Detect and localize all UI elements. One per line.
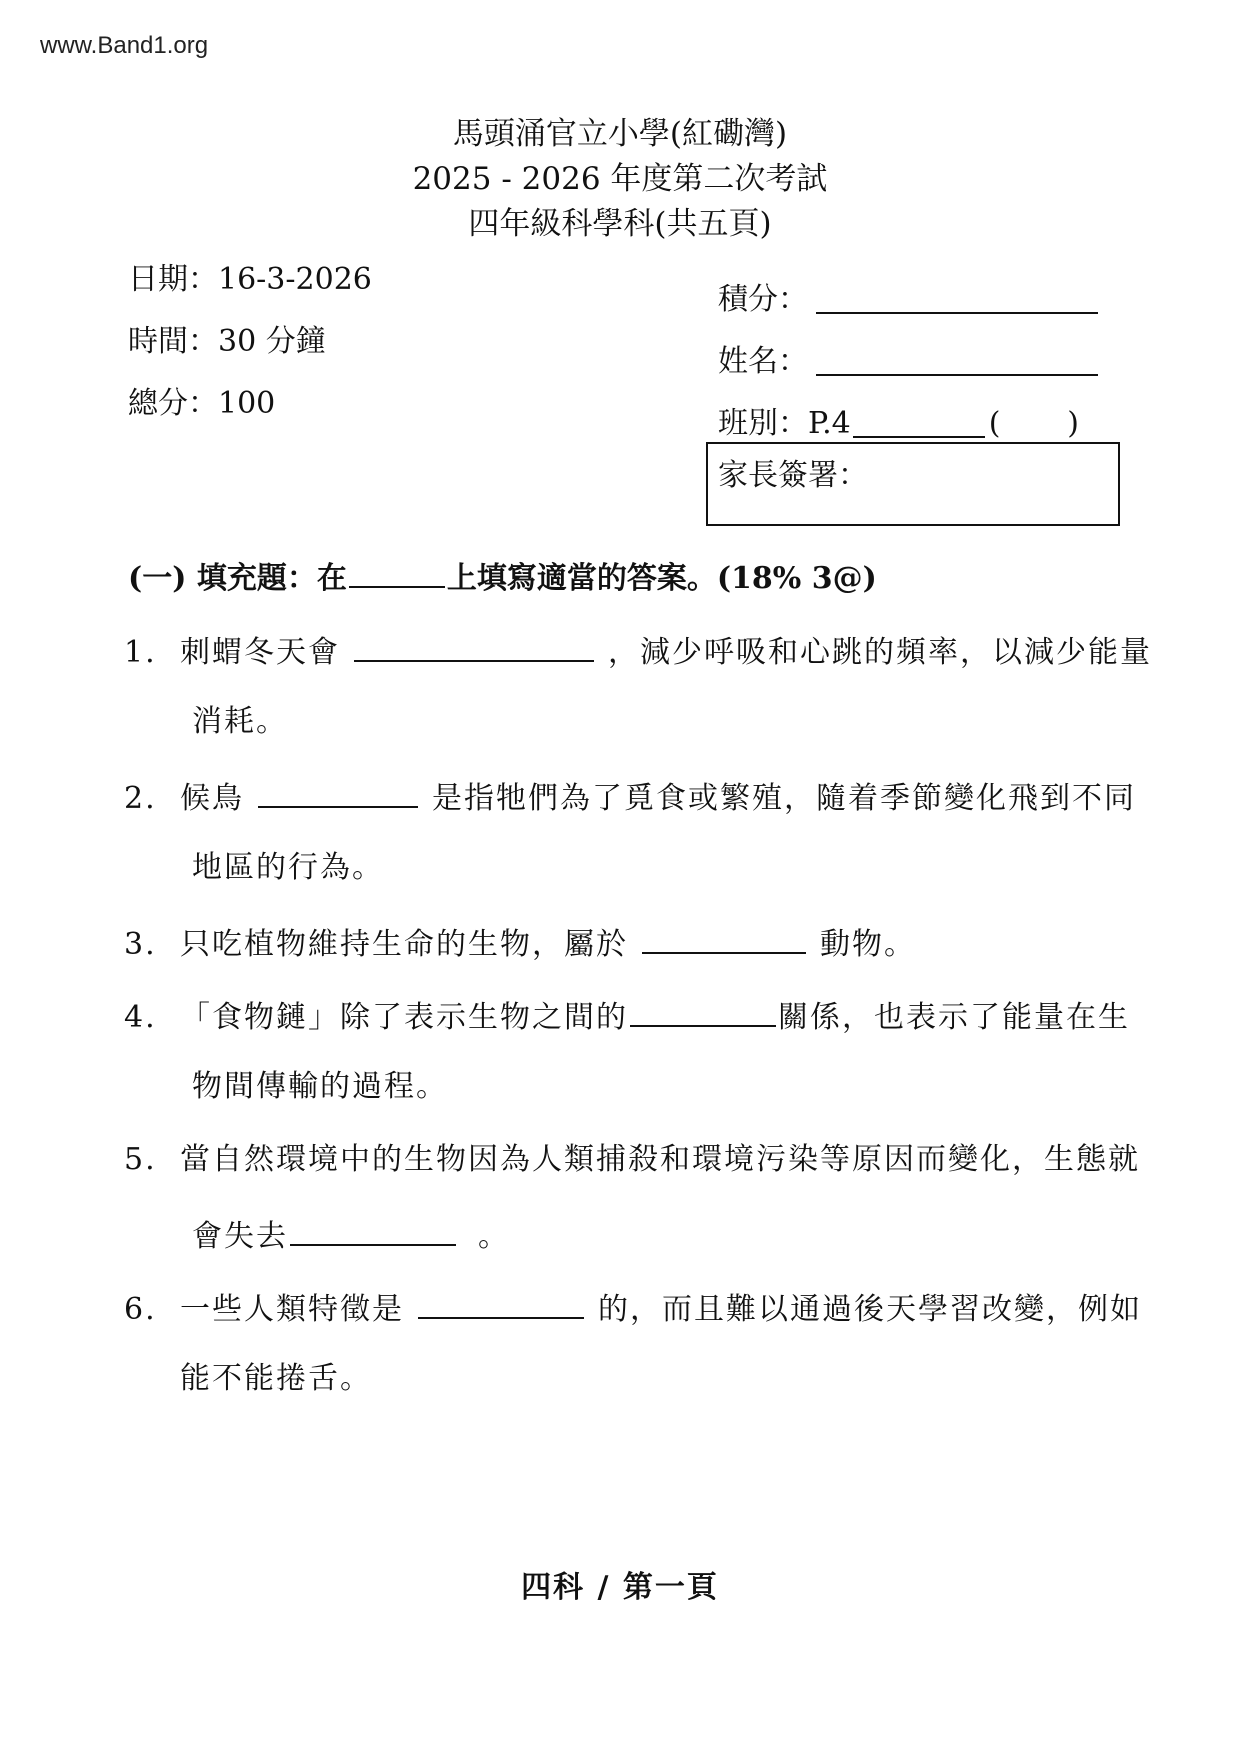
question-number: 5.	[124, 1142, 157, 1177]
question-text-after: 關係，也表示了能量在生	[778, 1000, 1130, 1035]
exam-date: 日期：16-3-2026	[128, 262, 372, 297]
class-row	[718, 384, 1098, 446]
question-number: 4.	[124, 1000, 157, 1035]
parent-signature-box[interactable]	[706, 442, 1120, 526]
class-number-field[interactable]: ( )	[988, 406, 1079, 441]
subject-title: 四年級科學科(共五頁)	[468, 206, 772, 242]
question-continuation: 能不能捲舌。	[180, 1361, 372, 1396]
question-text-after: 動物。	[820, 927, 916, 962]
page-footer: 四科 / 第一頁	[521, 1570, 719, 1605]
class-field[interactable]	[853, 402, 985, 438]
question-text-after: ，減少呼吸和心跳的頻率，以減少能量	[608, 635, 1152, 670]
watermark-url: www.Band1.org	[40, 32, 209, 59]
question-text-before: 當自然環境中的生物因為人類捕殺和環境污染等原因而變化，生態就	[180, 1142, 1140, 1177]
question-text-before: 「食物鏈」除了表示生物之間的	[180, 1000, 628, 1035]
score-row	[718, 260, 1098, 322]
score-field[interactable]	[816, 278, 1098, 314]
question-text-before: 刺蝟冬天會	[180, 635, 340, 670]
name-row	[718, 322, 1098, 384]
exam-header	[0, 112, 1240, 247]
question-4	[124, 989, 1164, 1135]
question-number: 6.	[124, 1292, 157, 1327]
section-title-blank	[349, 556, 445, 588]
question-number: 1.	[124, 635, 157, 670]
parent-signature-label: 家長簽署：	[718, 458, 868, 493]
answer-blank[interactable]	[354, 624, 594, 662]
question-continuation-before: 會失去	[192, 1219, 288, 1254]
class-label: 班別：P.4	[718, 406, 851, 441]
name-label: 姓名：	[718, 344, 808, 379]
question-list	[124, 624, 1164, 1427]
question-continuation: 消耗。	[192, 704, 288, 739]
question-1	[124, 624, 1164, 770]
name-field[interactable]	[816, 340, 1098, 376]
question-2	[124, 770, 1164, 916]
section-title	[128, 556, 877, 601]
score-label: 積分：	[718, 282, 808, 317]
question-text-after: 的，而且難以通過後天學習改變，例如	[598, 1292, 1142, 1327]
question-continuation: 物間傳輸的過程。	[192, 1069, 448, 1104]
question-continuation-after: 。	[478, 1219, 510, 1254]
answer-blank[interactable]	[258, 770, 418, 808]
question-5	[124, 1135, 1164, 1281]
question-text-before: 候鳥	[180, 781, 244, 816]
school-name: 馬頭涌官立小學(紅磡灣)	[452, 116, 788, 152]
section-title-prefix: (一) 填充題：在	[128, 561, 347, 596]
answer-blank[interactable]	[630, 989, 776, 1027]
question-continuation: 地區的行為。	[192, 850, 384, 885]
answer-blank[interactable]	[642, 916, 806, 954]
question-text-before: 只吃植物維持生命的生物，屬於	[180, 927, 628, 962]
question-text-after: 是指牠們為了覓食或繁殖，隨着季節變化飛到不同	[432, 781, 1136, 816]
section-title-suffix: 上填寫適當的答案。(18% 3@)	[446, 561, 877, 596]
question-6	[124, 1281, 1164, 1427]
question-text-before: 一些人類特徵是	[180, 1292, 404, 1327]
exam-info	[128, 258, 372, 444]
answer-blank[interactable]	[418, 1281, 584, 1319]
question-number: 3.	[124, 927, 157, 962]
student-info	[718, 260, 1098, 446]
question-3	[124, 916, 1164, 989]
exam-duration: 時間：30 分鐘	[128, 324, 326, 359]
exam-title: 2025 - 2026 年度第二次考試	[412, 161, 828, 197]
answer-blank[interactable]	[290, 1208, 456, 1246]
exam-total-marks: 總分：100	[128, 386, 276, 421]
question-number: 2.	[124, 781, 157, 816]
